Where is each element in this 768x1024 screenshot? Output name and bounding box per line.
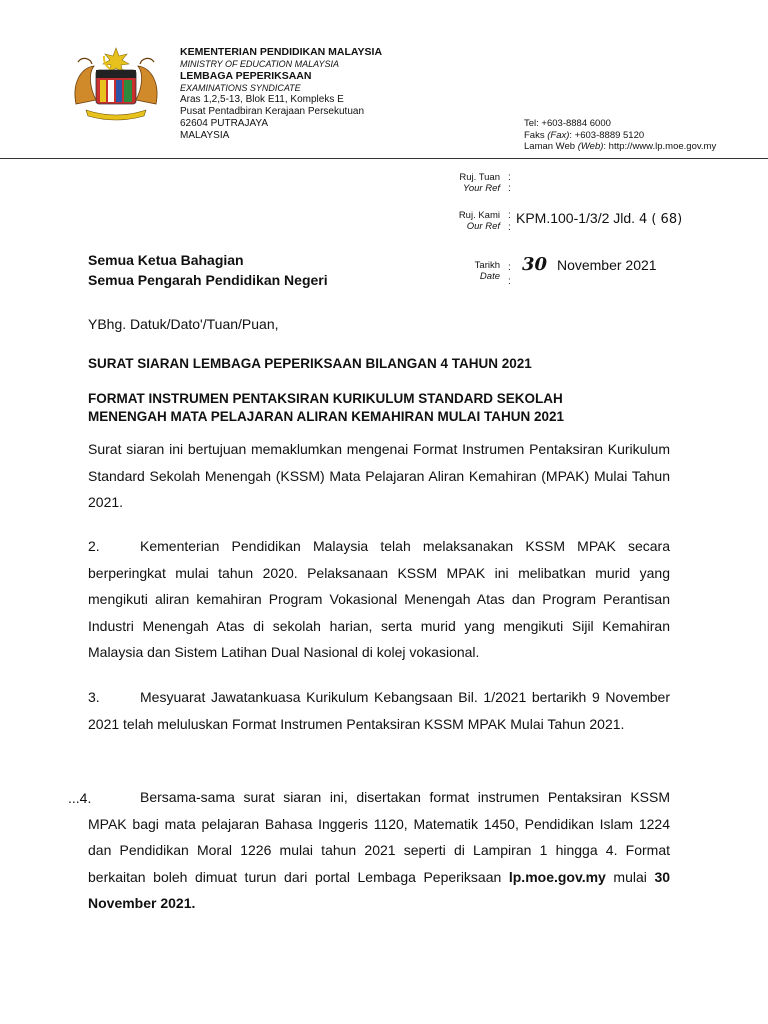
- address-line: 62604 PUTRAJAYA: [180, 118, 269, 129]
- fax-value: : +603-8889 5120: [569, 129, 645, 141]
- web-label-en: (Web): [577, 141, 604, 152]
- address-line: Pusat Pentadbiran Kerajaan Persekutuan: [180, 106, 365, 117]
- recipient-line: Semua Ketua Bahagian: [88, 252, 244, 268]
- telephone: Tel: +603-8884 6000: [524, 118, 611, 129]
- ministry-name: KEMENTERIAN PENDIDIKAN MALAYSIA: [180, 46, 383, 58]
- colon: :: [508, 172, 511, 183]
- salutation: YBhg. Datuk/Dato'/Tuan/Puan,: [88, 316, 279, 332]
- colon: :: [508, 222, 511, 233]
- date-value: [522, 254, 657, 275]
- date-month-year: November 2021: [556, 257, 657, 273]
- date-label: Tarikh Date: [474, 260, 500, 282]
- address-line: Aras 1,2,5-13, Blok E11, Kompleks E: [180, 94, 344, 105]
- our-ref-value: KPM.100-1/3/2 Jld. 4 ( 68): [516, 210, 683, 227]
- contact-block: [524, 118, 716, 153]
- ministry-address-block: [180, 46, 382, 142]
- website: [524, 141, 716, 153]
- address-line: MALAYSIA: [180, 130, 230, 141]
- our-ref-label: Ruj. Kami Our Ref: [458, 210, 500, 232]
- subject-title: FORMAT INSTRUMEN PENTAKSIRAN KURIKULUM STANDARD SEKOLAH MENENGAH MATA PELAJARAN ALIRAN KEMAHIRAN MULAI TAHUN 2021: [88, 391, 565, 424]
- paragraph-number: ...4.: [68, 790, 92, 806]
- paragraph-1: Surat siaran ini bertujuan memaklumkan mengenai Format Instrumen Pentaksiran Kurikulum Standard Sekolah Menengah (KSSM) Mata Pelajaran Aliran Kemahiran (MPAK) Mulai Tahun 2021.: [88, 441, 670, 510]
- colon: :: [508, 183, 511, 194]
- recipients: [88, 250, 328, 290]
- circular-title: SURAT SIARAN LEMBAGA PEPERIKSAAN BILANGAN 4 TAHUN 2021: [88, 356, 532, 371]
- header-divider: [0, 158, 768, 159]
- malaysia-coat-of-arms-icon: [66, 44, 166, 124]
- our-ref-handwritten: 4 ( 68): [638, 212, 683, 227]
- paragraph-2: 2. Kementerian Pendidikan Malaysia telah melaksanakan KSSM MPAK secara berperingkat mulai tahun 2020. Pelaksanaan KSSM MPAK ini melibatkan murid yang mengikuti aliran kemahiran Program Vokasional Menengah Atas dan Program Perantisan Industri Menengah Atas di sekolah harian, serta murid yang mengikuti Sijil Kemahiran Malaysia dan Sistem Latihan Dual Nasional di kolej vokasional.: [88, 533, 670, 666]
- colon: :: [508, 210, 511, 221]
- date-day-handwritten: 30: [522, 254, 548, 275]
- paragraph-number: 3.: [88, 689, 100, 705]
- agency-name-en: EXAMINATIONS SYNDICATE: [180, 83, 301, 93]
- paragraph-number: 2.: [88, 538, 100, 554]
- ministry-name-en: MINISTRY OF EDUCATION MALAYSIA: [180, 59, 340, 69]
- portal-link[interactable]: lp.moe.gov.my: [508, 868, 606, 885]
- agency-name: LEMBAGA PEPERIKSAAN: [180, 70, 312, 82]
- paragraph-3: 3. Mesyuarat Jawatankuasa Kurikulum Kebangsaan Bil. 1/2021 bertarikh 9 November 2021 telah meluluskan Format Instrumen Pentaksiran KSSM MPAK Mulai Tahun 2021.: [88, 684, 670, 737]
- colon: :: [508, 262, 511, 273]
- colon: :: [508, 276, 511, 287]
- paragraph-4: Bersama-sama surat siaran ini, disertakan format instrumen Pentaksiran KSSM MPAK bagi mata pelajaran Bahasa Inggeris 1120, Matematik 1450, Pendidikan Islam 1224 dan Pendidikan Moral 1226 mulai tahun 2021 seperti di Lampiran 1 hingga 4. Format berkaitan boleh dimuat turun dari portal Lembaga Peperiksaan lp.moe.gov.my mulai 30 November 2021.: [88, 789, 671, 911]
- web-value[interactable]: : http://www.lp.moe.gov.my: [603, 141, 717, 152]
- fax-label-en: (Fax): [547, 129, 570, 141]
- fax: [524, 130, 716, 142]
- recipient-line: Semua Pengarah Pendidikan Negeri: [88, 272, 328, 288]
- your-ref-label: Ruj. Tuan Your Ref: [459, 172, 500, 194]
- effective-date: 30 November 2021.: [88, 868, 671, 911]
- fax-label: Faks: [524, 129, 548, 141]
- web-label: Laman Web: [524, 141, 578, 152]
